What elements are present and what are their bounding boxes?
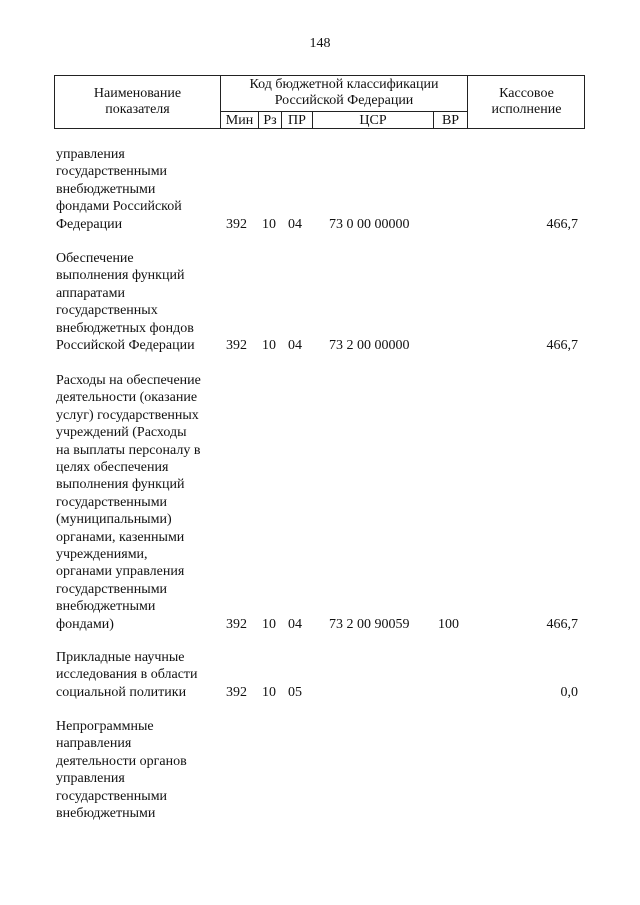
- row-name: [56, 649, 221, 701]
- cell-min: 392: [226, 216, 247, 232]
- header-col-csr: ЦСР: [359, 113, 387, 128]
- header-col-min: Мин: [225, 113, 254, 128]
- cell-vr: 100: [438, 616, 459, 632]
- cell-sum: 466,7: [546, 616, 578, 632]
- row-name-line: Российской Федерации: [56, 338, 195, 354]
- page-number: 148: [309, 36, 331, 51]
- header-code-line1: Код бюджетной классификации: [249, 77, 439, 92]
- cell-rz: 10: [262, 338, 276, 353]
- header-code: [221, 77, 467, 109]
- cell-sum: 0,0: [560, 684, 578, 700]
- cell-pr: 04: [288, 338, 302, 353]
- cell-pr: 05: [288, 684, 302, 700]
- cell-rz: 10: [262, 684, 276, 700]
- cell-sum: 466,7: [546, 216, 578, 232]
- header-name: [55, 86, 220, 118]
- header-code-line2: Российской Федерации: [274, 93, 414, 108]
- cell-sum: 466,7: [546, 338, 578, 353]
- row-name-line: государственными: [56, 581, 168, 597]
- header-exec-line1: Кассовое: [499, 86, 554, 101]
- row-name-line: органами, казенными: [56, 529, 185, 545]
- row-name-line: выполнения функций: [56, 268, 185, 284]
- header-col-vr: ВР: [441, 113, 460, 128]
- header-name-line2: показателя: [105, 102, 170, 117]
- cell-csr: 73 0 00 00000: [329, 216, 410, 232]
- row-name-line: государственными: [56, 164, 168, 180]
- row-name-line: управления: [56, 147, 125, 162]
- row-name-line: деятельности органов: [56, 753, 187, 769]
- row-name: [56, 250, 221, 354]
- row-name-line: аппаратами: [56, 285, 125, 301]
- cell-csr: 73 2 00 90059: [329, 616, 410, 632]
- row-name-line: Прикладные научные: [56, 650, 185, 665]
- cell-min: 392: [226, 616, 247, 632]
- row-name-line: органами управления: [56, 564, 185, 580]
- row-name-line: государственных: [56, 303, 158, 319]
- row-name-line: учреждений (Расходы: [56, 425, 187, 441]
- row-name-line: государственными: [56, 494, 168, 510]
- cell-pr: 04: [288, 216, 302, 232]
- row-name-line: Расходы на обеспечение: [56, 373, 201, 388]
- row-name-line: фондами Российской: [56, 199, 182, 215]
- row-name: [56, 146, 221, 233]
- row-name-line: направления: [56, 736, 132, 752]
- row-name-line: Федерации: [56, 216, 123, 232]
- header-col-pr: ПР: [288, 113, 306, 128]
- row-name-line: внебюджетными: [56, 599, 156, 615]
- cell-min: 392: [226, 684, 247, 700]
- row-name-line: деятельности (оказание: [56, 390, 198, 406]
- row-name-line: на выплаты персоналу в: [56, 442, 201, 458]
- row-name-line: внебюджетными: [56, 806, 156, 822]
- row-name-line: целях обеспечения: [56, 460, 169, 476]
- header-name-line1: Наименование: [93, 86, 182, 101]
- row-name-line: Обеспечение: [56, 251, 134, 266]
- row-name-line: Непрограммные: [56, 719, 154, 734]
- row-name-line: внебюджетных фондов: [56, 320, 194, 336]
- row-name: [56, 372, 221, 633]
- row-name-line: исследования в области: [56, 667, 198, 683]
- row-name-line: (муниципальными): [56, 512, 172, 528]
- row-name-line: внебюджетными: [56, 181, 156, 197]
- cell-pr: 04: [288, 616, 302, 632]
- cell-csr: 73 2 00 00000: [329, 338, 410, 353]
- row-name-line: учреждениями,: [56, 547, 148, 563]
- row-name-line: выполнения функций: [56, 477, 185, 493]
- cell-rz: 10: [262, 616, 276, 632]
- row-name-line: фондами): [56, 616, 114, 632]
- header-col-rz: Рз: [263, 113, 277, 128]
- row-name: [56, 718, 221, 822]
- header-exec: [468, 86, 585, 118]
- row-name-line: социальной политики: [56, 684, 187, 700]
- cell-min: 392: [226, 338, 247, 353]
- row-name-line: услуг) государственных: [56, 407, 199, 423]
- row-name-line: управления: [56, 771, 125, 787]
- header-exec-line2: исполнение: [491, 102, 562, 117]
- row-name-line: государственными: [56, 788, 168, 804]
- cell-rz: 10: [262, 216, 276, 232]
